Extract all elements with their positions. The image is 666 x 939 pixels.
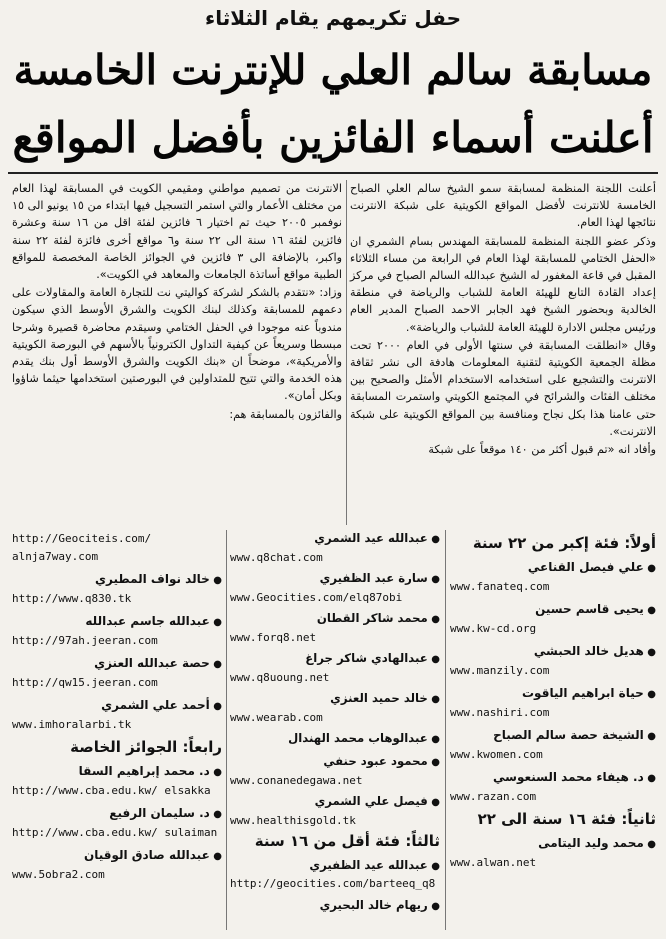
winner-entry — [230, 570, 440, 606]
winner-url: www.kw-cd.org — [450, 622, 537, 635]
winner-url: www.5obra2.com — [12, 868, 105, 881]
column-divider — [346, 180, 347, 525]
winner-url: www.forq8.net — [230, 630, 317, 644]
winners-column-3 — [12, 530, 222, 888]
winner-name: ● عبدالله جاسم عبدالله — [12, 612, 222, 632]
winner-url: www.q8uoung.net — [230, 670, 330, 684]
winner-url: www.q8chat.com — [230, 550, 323, 564]
winner-entry — [230, 650, 440, 686]
winner-name: ● عبدالله صادق الوقيان — [12, 846, 222, 866]
winner-url: www.healthisgold.tk — [230, 813, 356, 827]
winner-url: http://www.cba.edu.kw/ sulaiman — [12, 826, 218, 839]
winner-name: ● محمد شاكر القطان — [230, 610, 440, 629]
winner-entry — [230, 857, 440, 893]
winner-entry — [230, 690, 440, 726]
winner-entry — [12, 846, 222, 884]
winner-entry — [12, 654, 222, 692]
winner-entry — [450, 684, 656, 722]
paragraph: وأفاد انه «تم قبول أكثر من ١٤٠ موقعاً على شبكة — [428, 443, 656, 457]
winner-entry — [230, 753, 440, 789]
article-column-right — [350, 180, 656, 459]
winner-name: ● عبدالله عيد الظفيري — [230, 857, 440, 876]
winner-url: http://97ah.jeeran.com — [12, 634, 158, 647]
winner-name: ● سارة عبد الظفيري — [230, 570, 440, 589]
category-heading: رابعاً: الجوائز الخاصة — [70, 738, 222, 756]
winner-url: http://Geociteis.com/ alnja7way.com — [12, 532, 152, 563]
winner-name: ● علي فيصل القناعي — [450, 558, 656, 578]
winner-entry — [450, 642, 656, 680]
winner-url: www.imhoralarbi.tk — [12, 718, 132, 731]
winner-entry — [12, 762, 222, 800]
paragraph: الانترنت من تصميم مواطني ومقيمي الكويت في المسابقة لهذا العام من مختلف الأعمار والتي استمر التسجيل فيها ابتداء من ١٥ يونيو الى ١٥ نوفمبر ٢٠٠٥ حيث تم اختيار ٦ فائزين لفئة اقل من ١٦ سنة وعشرة فائزين لفئة ١٦ سنة الى ٢٢ سنة و٦ مواقع أخرى فائزة لفئة ٢٢ سنة واكبر، بالإضافة الى ٣ فائزين في الجوائز الخاصة المخصصة للمواقع الطبية مواقع أساتذة الجامعات والمعاهد في الكويت». — [12, 182, 342, 282]
headline-line-1: مسابقة سالم العلي للإنترنت الخامسة — [13, 46, 653, 94]
winner-url: www.Geocities.com/elq87obi — [230, 590, 403, 604]
winner-entry — [450, 558, 656, 596]
winner-url: http://www.cba.edu.kw/ elsakka — [12, 784, 211, 797]
winner-entry — [230, 610, 440, 646]
winner-url: www.alwan.net — [450, 856, 537, 869]
winner-name: ● عبدالهادي شاكر جراغ — [230, 650, 440, 669]
winner-url: www.razan.com — [450, 790, 537, 803]
winner-name: ● ريهام خالد البحيري — [230, 897, 440, 916]
winner-name: ● عبدالوهاب محمد الهندال — [230, 730, 440, 749]
paragraph: وقال «انطلقت المسابقة في سنتها الأولى في العام ٢٠٠٠ تحت مظلة الجمعية الكويتية لتقنية المعلومات هادفة الى نشر ثقافة الانترنت والتشجيع على استخدامه الاستخدام الأمثل والصحيح بين مختلف الفئات والشرائح في المجتمع الكويتي واستمرت المسابقة حتى عامنا هذا بكل نجاح ومنافسة بين المواقع الكويتية على شبكة الانترنت». — [350, 338, 656, 438]
winner-entry — [450, 768, 656, 806]
winner-entry — [230, 897, 440, 916]
paragraph: وزاد: «نتقدم بالشكر لشركة كواليتي نت للتجارة العامة والمقاولات على دعمهم للمسابقة وكذلك لبنك الكويت والشرق الأوسط الذي سيكون مندوباً عنه موجودا في الحفل الختامي وسيقدم محاضرة قصيرة وشرحا مبسطا وسريعاً عن كيفية التداول الكترونياً بالأسهم في البورصة الكويتية والأمريكية»، موضحاً ان «بنك الكويت والشرق الأوسط أول بنك يقدم هذه الخدمة والتي تتيح للمتداولين في البورصتين استخدامها حيثما شاؤوا وبكل أمان». — [12, 286, 342, 403]
winner-name: ● حصة عبدالله العنزي — [12, 654, 222, 674]
paragraph: والفائزون بالمسابقة هم: — [229, 407, 342, 421]
winner-name: ● فيصل علي الشمري — [230, 793, 440, 812]
winner-name: ● محمد وليد اليتامى — [450, 834, 656, 854]
winner-url: www.conanedegawa.net — [230, 773, 363, 787]
winner-name: ● خالد حميد العنزي — [230, 690, 440, 709]
winners-column-2 — [230, 530, 440, 919]
winners-column-1 — [450, 530, 656, 876]
winner-name: ● هديل خالد الحبشي — [450, 642, 656, 662]
category-heading: أولاً: فئة إكبر من ٢٢ سنة — [472, 534, 656, 552]
winner-url: http://geocities.com/barteeq_q8 — [230, 877, 436, 891]
headline-line-2: أعلنت أسماء الفائزين بأفضل المواقع — [12, 113, 654, 162]
winner-name: ● يحيى قاسم حسين — [450, 600, 656, 620]
winner-url: http://www.q830.tk — [12, 592, 132, 605]
winner-entry — [12, 570, 222, 608]
winner-entry — [12, 804, 222, 842]
winner-name: ● د. سليمان الرفيع — [12, 804, 222, 824]
paragraph: وذكر عضو اللجنة المنظمة للمسابقة المهندس بسام الشمري ان «الحفل الختامي للمسابقة لهذا العام في الرابعة من مساء الثلاثاء المقبل في قاعة المغفور له الشيخ عبدالله السالم الصباح في مركز إعداد القادة التابع للهيئة العامة للشباب والرياضة في منطقة الخالدية وبحضور الشيخ فهد الجابر الاحمد الصباح المدير العام ورئيس مجلس الادارة للهيئة العامة للشباب والرياضة». — [350, 234, 656, 334]
winner-entry — [230, 730, 440, 749]
winner-url: www.fanateq.com — [450, 580, 550, 593]
paragraph: أعلنت اللجنة المنظمة لمسابقة سمو الشيخ سالم العلي الصباح الخامسة للانترنت لأفضل المواقع الكويتية على شبكة الانترنت نتائجها لهذا العام. — [350, 182, 656, 230]
article-column-left — [12, 180, 342, 424]
winner-entry — [450, 600, 656, 638]
winner-name: ● خالد نواف المطيري — [12, 570, 222, 590]
winner-entry — [12, 612, 222, 650]
column-divider — [226, 530, 227, 930]
winner-url: www.manzily.com — [450, 664, 550, 677]
winner-entry — [230, 793, 440, 829]
winner-name: ● أحمد علي الشمري — [12, 696, 222, 716]
winner-entry — [12, 696, 222, 734]
kicker: حفل تكريمهم يقام الثلاثاء — [205, 6, 461, 30]
winner-url: http://qw15.jeeran.com — [12, 676, 158, 689]
winner-entry — [450, 834, 656, 872]
winner-url: www.wearab.com — [230, 710, 323, 724]
winner-name: ● عبدالله عيد الشمري — [230, 530, 440, 549]
category-heading: ثانياً: فئة ١٦ سنة الى ٢٢ — [477, 810, 656, 828]
winner-entry — [450, 726, 656, 764]
winner-name: ● حياة ابراهيم الياقوت — [450, 684, 656, 704]
column-divider — [445, 530, 446, 930]
winner-url: www.kwomen.com — [450, 748, 543, 761]
winner-name: ● محمود عبود حنفي — [230, 753, 440, 772]
category-heading: ثالثاً: فئة أقل من ١٦ سنة — [254, 832, 440, 851]
headline-rule — [8, 172, 658, 174]
winner-url: www.nashiri.com — [450, 706, 550, 719]
winner-name: ● د. هيفاء محمد السنعوسي — [450, 768, 656, 788]
winner-entry — [12, 530, 222, 566]
winner-name: ● د. محمد إبراهيم السقا — [12, 762, 222, 782]
winner-entry — [230, 530, 440, 566]
winner-name: ● الشيخة حصة سالم الصباح — [450, 726, 656, 746]
